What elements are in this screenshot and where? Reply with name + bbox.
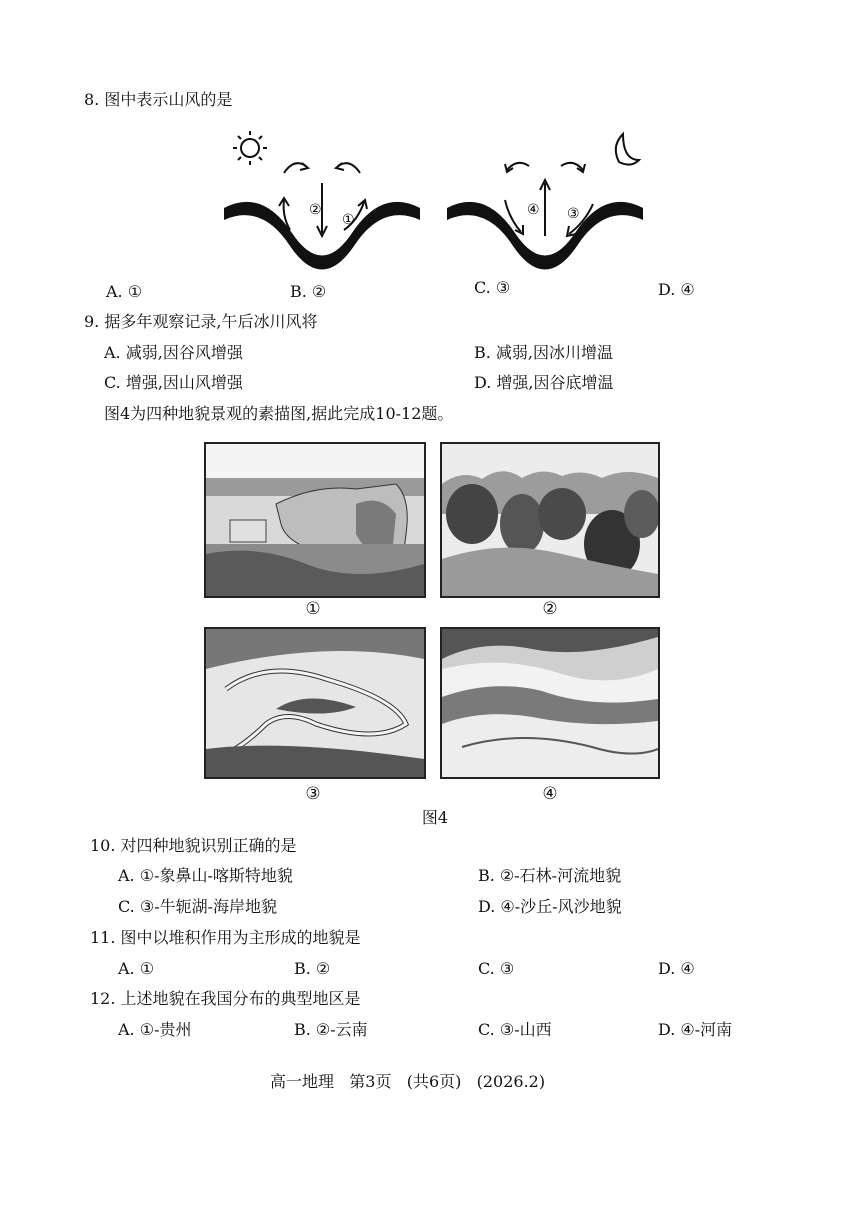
figure-caption-1: ①: [305, 599, 321, 619]
q8-option-b: B. ②: [290, 282, 327, 301]
landform-sketch-2: [440, 442, 660, 598]
q10-stem: 10. 对四种地貌识别正确的是: [90, 836, 297, 855]
q12-option-c: C. ③-山西: [478, 1020, 552, 1039]
sun-icon: [233, 131, 267, 165]
q8-option-a: A. ①: [106, 282, 143, 301]
day-valley-diagram: [222, 128, 432, 278]
night-valley-diagram: [445, 128, 655, 278]
q9-option-d: D. 增强,因谷底增温: [474, 373, 614, 392]
q11-option-d: D. ④: [658, 959, 695, 978]
figure-caption-2: ②: [542, 599, 558, 619]
page-footer: 高一地理 第3页 (共6页) (2026.2): [270, 1072, 546, 1091]
landform-sketch-4: [440, 627, 660, 779]
section-intro: 图4为四种地貌景观的素描图,据此完成10-12题。: [104, 404, 454, 423]
diagram-label-3: ③: [567, 206, 580, 222]
landform-sketch-3: [204, 627, 426, 779]
landform-sketch-1: [204, 442, 426, 598]
figure-title: 图4: [421, 808, 449, 827]
q11-option-c: C. ③: [478, 959, 515, 978]
q8-option-d: D. ④: [658, 280, 695, 299]
q10-option-b: B. ②-石林-河流地貌: [478, 866, 622, 885]
q12-option-a: A. ①-贵州: [118, 1020, 192, 1039]
q11-stem: 11. 图中以堆积作用为主形成的地貌是: [90, 928, 361, 947]
q11-option-b: B. ②: [294, 959, 331, 978]
q10-option-c: C. ③-牛轭湖-海岸地貌: [118, 897, 278, 916]
diagram-label-1: ①: [342, 212, 355, 228]
q10-option-d: D. ④-沙丘-风沙地貌: [478, 897, 622, 916]
q9-option-a: A. 减弱,因谷风增强: [104, 343, 243, 362]
q9-option-b: B. 减弱,因冰川增温: [474, 343, 614, 362]
q9-stem: 9. 据多年观察记录,午后冰川风将: [84, 312, 318, 331]
q8-stem: 8. 图中表示山风的是: [84, 90, 233, 109]
q11-option-a: A. ①: [118, 959, 155, 978]
diagram-label-4: ④: [527, 202, 540, 218]
q12-option-b: B. ②-云南: [294, 1020, 368, 1039]
q8-option-c: C. ③: [474, 278, 511, 297]
q9-option-c: C. 增强,因山风增强: [104, 373, 243, 392]
q12-option-d: D. ④-河南: [658, 1020, 733, 1039]
q12-stem: 12. 上述地貌在我国分布的典型地区是: [90, 989, 361, 1008]
figure-caption-3: ③: [305, 784, 321, 804]
q10-option-a: A. ①-象鼻山-喀斯特地貌: [118, 866, 293, 885]
figure-caption-4: ④: [542, 784, 558, 804]
moon-icon: [616, 134, 639, 165]
diagram-label-2: ②: [309, 202, 322, 218]
